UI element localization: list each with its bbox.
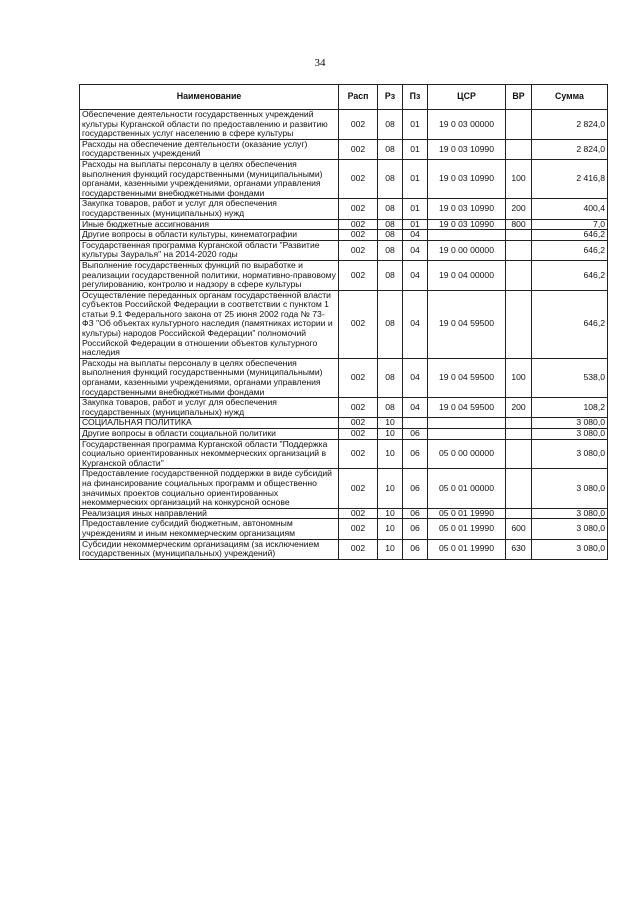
table-row: [80, 539, 608, 559]
header-rasp: Расп: [339, 85, 378, 110]
header-pz: Пз: [403, 85, 428, 110]
cell-sum: 646,2: [532, 240, 608, 260]
cell-sum: 400,4: [532, 199, 608, 219]
cell-name: Другие вопросы в области социальной политики: [80, 429, 339, 440]
cell-name: Расходы на выплаты персоналу в целях обеспечения выполнения функций государственными (муниципальными) органами, казенными учреждениями, органами управления государственными внебюджетными фондами: [80, 358, 339, 397]
table-row: [80, 199, 608, 219]
cell-rz: 10: [378, 469, 403, 508]
cell-sum: 3 080,0: [532, 469, 608, 508]
cell-csr: [428, 230, 506, 241]
cell-pz: 06: [403, 508, 428, 519]
cell-name: Реализация иных направлений: [80, 508, 339, 519]
table-row: [80, 230, 608, 241]
cell-vr: [506, 240, 532, 260]
cell-pz: 04: [403, 260, 428, 290]
table-row: [80, 159, 608, 198]
cell-rasp: 002: [339, 429, 378, 440]
cell-sum: 646,2: [532, 260, 608, 290]
cell-sum: 3 080,0: [532, 429, 608, 440]
cell-csr: 05 0 01 19990: [428, 539, 506, 559]
cell-pz: 04: [403, 358, 428, 397]
table-row: [80, 139, 608, 159]
cell-sum: 7,0: [532, 219, 608, 230]
cell-pz: 01: [403, 219, 428, 230]
cell-rasp: 002: [339, 240, 378, 260]
cell-name: Выполнение государственных функций по выработке и реализации государственной политики, нормативно-правовому регулированию, контролю и надзору в сфере культуры: [80, 260, 339, 290]
cell-name: Государственная программа Курганской области "Развитие культуры Зауралья" на 2014-2020 годы: [80, 240, 339, 260]
cell-rasp: 002: [339, 290, 378, 358]
cell-vr: [506, 139, 532, 159]
cell-csr: 19 0 03 10990: [428, 199, 506, 219]
cell-sum: 646,2: [532, 290, 608, 358]
cell-rasp: 002: [339, 439, 378, 469]
cell-name: Предоставление государственной поддержки в виде субсидий на финансирование социальных программ и общественно значимых проектов социально ориентированных некоммерческих организаций на конкурсной основе: [80, 469, 339, 508]
cell-rasp: 002: [339, 139, 378, 159]
cell-sum: 3 080,0: [532, 418, 608, 429]
cell-rasp: 002: [339, 219, 378, 230]
cell-rasp: 002: [339, 358, 378, 397]
cell-name: Иные бюджетные ассигнования: [80, 219, 339, 230]
cell-rasp: 002: [339, 398, 378, 418]
cell-vr: [506, 418, 532, 429]
cell-csr: 19 0 04 59500: [428, 398, 506, 418]
cell-sum: 3 080,0: [532, 508, 608, 519]
cell-csr: [428, 429, 506, 440]
cell-name: Предоставление субсидий бюджетным, автономным учреждениям и иным некоммерческим организациям: [80, 519, 339, 539]
cell-rasp: 002: [339, 110, 378, 140]
table-row: [80, 358, 608, 397]
cell-pz: 06: [403, 469, 428, 508]
cell-vr: 200: [506, 199, 532, 219]
table-row: [80, 508, 608, 519]
cell-rasp: 002: [339, 508, 378, 519]
cell-sum: 3 080,0: [532, 439, 608, 469]
table-row: [80, 110, 608, 140]
cell-rz: 10: [378, 418, 403, 429]
cell-csr: 19 0 03 10990: [428, 159, 506, 198]
cell-pz: [403, 418, 428, 429]
cell-sum: 646,2: [532, 230, 608, 241]
cell-name: Осуществление переданных органам государственной власти субъектов Российской Федерации в соответствии с пунктом 1 статьи 9.1 Федерального закона от 25 июня 2002 года № 73-ФЗ "Об объектах культурного наследия (памятниках истории и культуры) народов Российской Федерации" полномочий Российской Федерации в отношении объектов культурного наследия: [80, 290, 339, 358]
cell-rz: 08: [378, 139, 403, 159]
cell-vr: [506, 260, 532, 290]
cell-sum: 2 416,8: [532, 159, 608, 198]
cell-vr: 100: [506, 358, 532, 397]
page-number: 34: [314, 57, 326, 69]
cell-pz: 01: [403, 199, 428, 219]
cell-csr: 05 0 00 00000: [428, 439, 506, 469]
cell-sum: 2 824,0: [532, 110, 608, 140]
cell-vr: [506, 290, 532, 358]
cell-name: Закупка товаров, работ и услуг для обеспечения государственных (муниципальных) нужд: [80, 398, 339, 418]
header-csr: ЦСР: [428, 85, 506, 110]
cell-vr: 100: [506, 159, 532, 198]
cell-csr: 05 0 01 19990: [428, 519, 506, 539]
cell-csr: 19 0 03 10990: [428, 139, 506, 159]
header-vr: ВР: [506, 85, 532, 110]
cell-csr: 19 0 04 59500: [428, 358, 506, 397]
cell-pz: 06: [403, 439, 428, 469]
cell-rz: 08: [378, 159, 403, 198]
cell-csr: 19 0 04 00000: [428, 260, 506, 290]
cell-pz: 06: [403, 539, 428, 559]
cell-rz: 08: [378, 199, 403, 219]
table-row: [80, 290, 608, 358]
cell-rz: 08: [378, 110, 403, 140]
table-row: [80, 429, 608, 440]
cell-vr: [506, 110, 532, 140]
cell-name: Государственная программа Курганской области "Поддержка социально ориентированных некоммерческих организаций в Курганской области": [80, 439, 339, 469]
header-rz: Рз: [378, 85, 403, 110]
cell-rz: 08: [378, 398, 403, 418]
cell-pz: 01: [403, 110, 428, 140]
table-row: [80, 439, 608, 469]
cell-rz: 08: [378, 230, 403, 241]
header-name: Наименование: [80, 85, 339, 110]
table-row: [80, 398, 608, 418]
cell-rz: 10: [378, 508, 403, 519]
cell-pz: 06: [403, 429, 428, 440]
cell-rz: 10: [378, 539, 403, 559]
cell-pz: 04: [403, 240, 428, 260]
cell-rasp: 002: [339, 519, 378, 539]
cell-rasp: 002: [339, 199, 378, 219]
cell-rasp: 002: [339, 469, 378, 508]
cell-name: Расходы на обеспечение деятельности (оказание услуг) государственных учреждений: [80, 139, 339, 159]
cell-csr: 19 0 00 00000: [428, 240, 506, 260]
cell-rasp: 002: [339, 230, 378, 241]
cell-csr: 19 0 03 10990: [428, 219, 506, 230]
cell-rasp: 002: [339, 539, 378, 559]
cell-csr: 05 0 01 00000: [428, 469, 506, 508]
cell-pz: 04: [403, 230, 428, 241]
cell-csr: 05 0 01 19990: [428, 508, 506, 519]
cell-pz: 01: [403, 139, 428, 159]
cell-rasp: 002: [339, 260, 378, 290]
cell-vr: 630: [506, 539, 532, 559]
cell-rz: 10: [378, 429, 403, 440]
cell-sum: 3 080,0: [532, 539, 608, 559]
cell-rasp: 002: [339, 418, 378, 429]
table-row: [80, 469, 608, 508]
cell-rasp: 002: [339, 159, 378, 198]
cell-vr: [506, 469, 532, 508]
cell-name: Расходы на выплаты персоналу в целях обеспечения выполнения функций государственными (муниципальными) органами, казенными учреждениями, органами управления государственными внебюджетными фондами: [80, 159, 339, 198]
cell-vr: [506, 429, 532, 440]
cell-vr: 600: [506, 519, 532, 539]
cell-csr: [428, 418, 506, 429]
cell-name: СОЦИАЛЬНАЯ ПОЛИТИКА: [80, 418, 339, 429]
table-row: [80, 260, 608, 290]
cell-sum: 108,2: [532, 398, 608, 418]
cell-vr: 800: [506, 219, 532, 230]
table-row: [80, 418, 608, 429]
cell-rz: 08: [378, 240, 403, 260]
cell-csr: 19 0 04 59500: [428, 290, 506, 358]
table-row: [80, 519, 608, 539]
cell-name: Другие вопросы в области культуры, кинематографии: [80, 230, 339, 241]
cell-rz: 08: [378, 260, 403, 290]
cell-pz: 01: [403, 159, 428, 198]
table-header-row: [80, 85, 608, 110]
header-sum: Сумма: [532, 85, 608, 110]
cell-pz: 06: [403, 519, 428, 539]
cell-sum: 2 824,0: [532, 139, 608, 159]
cell-name: Субсидии некоммерческим организациям (за исключением государственных (муниципальных) учреждений): [80, 539, 339, 559]
cell-vr: 200: [506, 398, 532, 418]
table-row: [80, 240, 608, 260]
cell-name: Закупка товаров, работ и услуг для обеспечения государственных (муниципальных) нужд: [80, 199, 339, 219]
cell-name: Обеспечение деятельности государственных учреждений культуры Курганской области по предоставлению и развитию государственных услуг населению в сфере культуры: [80, 110, 339, 140]
cell-vr: [506, 508, 532, 519]
cell-csr: 19 0 03 00000: [428, 110, 506, 140]
cell-rz: 10: [378, 439, 403, 469]
cell-pz: 04: [403, 398, 428, 418]
cell-rz: 08: [378, 290, 403, 358]
cell-vr: [506, 439, 532, 469]
cell-rz: 10: [378, 519, 403, 539]
budget-table: [79, 84, 608, 560]
table-row: [80, 219, 608, 230]
cell-sum: 538,0: [532, 358, 608, 397]
cell-rz: 08: [378, 358, 403, 397]
cell-vr: [506, 230, 532, 241]
cell-pz: 04: [403, 290, 428, 358]
cell-sum: 3 080,0: [532, 519, 608, 539]
cell-rz: 08: [378, 219, 403, 230]
